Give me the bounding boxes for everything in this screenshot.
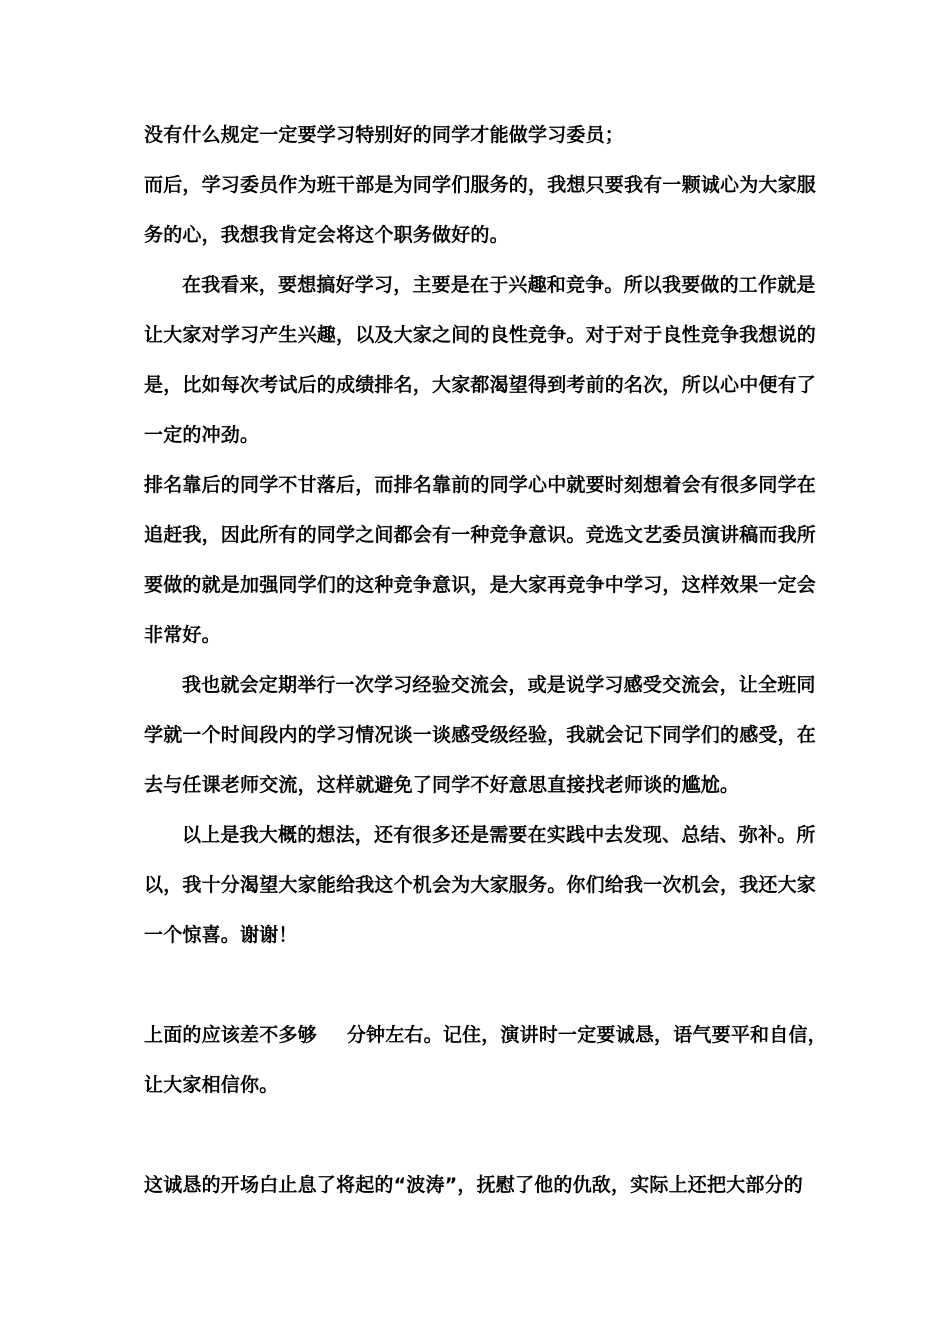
text-line: 是，比如每次考试后的成绩排名，大家都渴望得到考前的名次，所以心中便有了 xyxy=(144,374,817,396)
text-line: 以，我十分渴望大家能给我这个机会为大家服务。你们给我一次机会，我还大家 xyxy=(144,874,817,896)
text-line: 排名靠后的同学不甘落后，而排名靠前的同学心中就要时刻想着会有很多同学在 xyxy=(144,474,817,496)
text-line: 去与任课老师交流，这样就避免了同学不好意思直接找老师谈的尴尬。 xyxy=(144,774,740,796)
text-line: 让大家对学习产生兴趣，以及大家之间的良性竞争。对于对于良性竞争我想说的 xyxy=(144,324,817,346)
text-line: 而后，学习委员作为班干部是为同学们服务的，我想只要我有一颗诚心为大家服 xyxy=(144,174,817,196)
paragraph-start-line: 我也就会定期举行一次学习经验交流会，或是说学习感受交流会，让全班同 xyxy=(182,674,816,696)
text-line: 务的心，我想我肯定会将这个职务做好的。 xyxy=(144,224,509,246)
paragraph-start-line: 以上是我大概的想法，还有很多还是需要在实践中去发现、总结、弥补。所 xyxy=(182,824,816,846)
text-line: 一定的冲劲。 xyxy=(144,424,260,446)
text-segment: 分钟左右。记住，演讲时一定要诚恳，语气要平和自信， xyxy=(346,1024,827,1046)
text-line: 非常好。 xyxy=(144,624,221,646)
text-line: 这诚恳的开场白止息了将起的“波涛”，抚慰了他的仇敌，实际上还把大部分的 xyxy=(144,1174,803,1196)
text-line: 学就一个时间段内的学习情况谈一谈感受级经验，我就会记下同学们的感受，在 xyxy=(144,724,817,746)
text-line: 要做的就是加强同学们的这种竞争意识，是大家再竞争中学习，这样效果一定会 xyxy=(144,574,817,596)
text-line: 追赶我，因此所有的同学之间都会有一种竞争意识。竞选文艺委员演讲稿而我所 xyxy=(144,524,817,546)
text-line: 让大家相信你。 xyxy=(144,1074,279,1096)
text-segment: 上面的应该差不多够 xyxy=(144,1024,317,1046)
paragraph-start-line: 在我看来，要想搞好学习，主要是在于兴趣和竞争。所以我要做的工作就是 xyxy=(182,274,816,296)
text-line: 没有什么规定一定要学习特别好的同学才能做学习委员； xyxy=(144,124,625,146)
text-line: 一个惊喜。谢谢！ xyxy=(144,924,298,946)
text-line xyxy=(144,1022,827,1048)
